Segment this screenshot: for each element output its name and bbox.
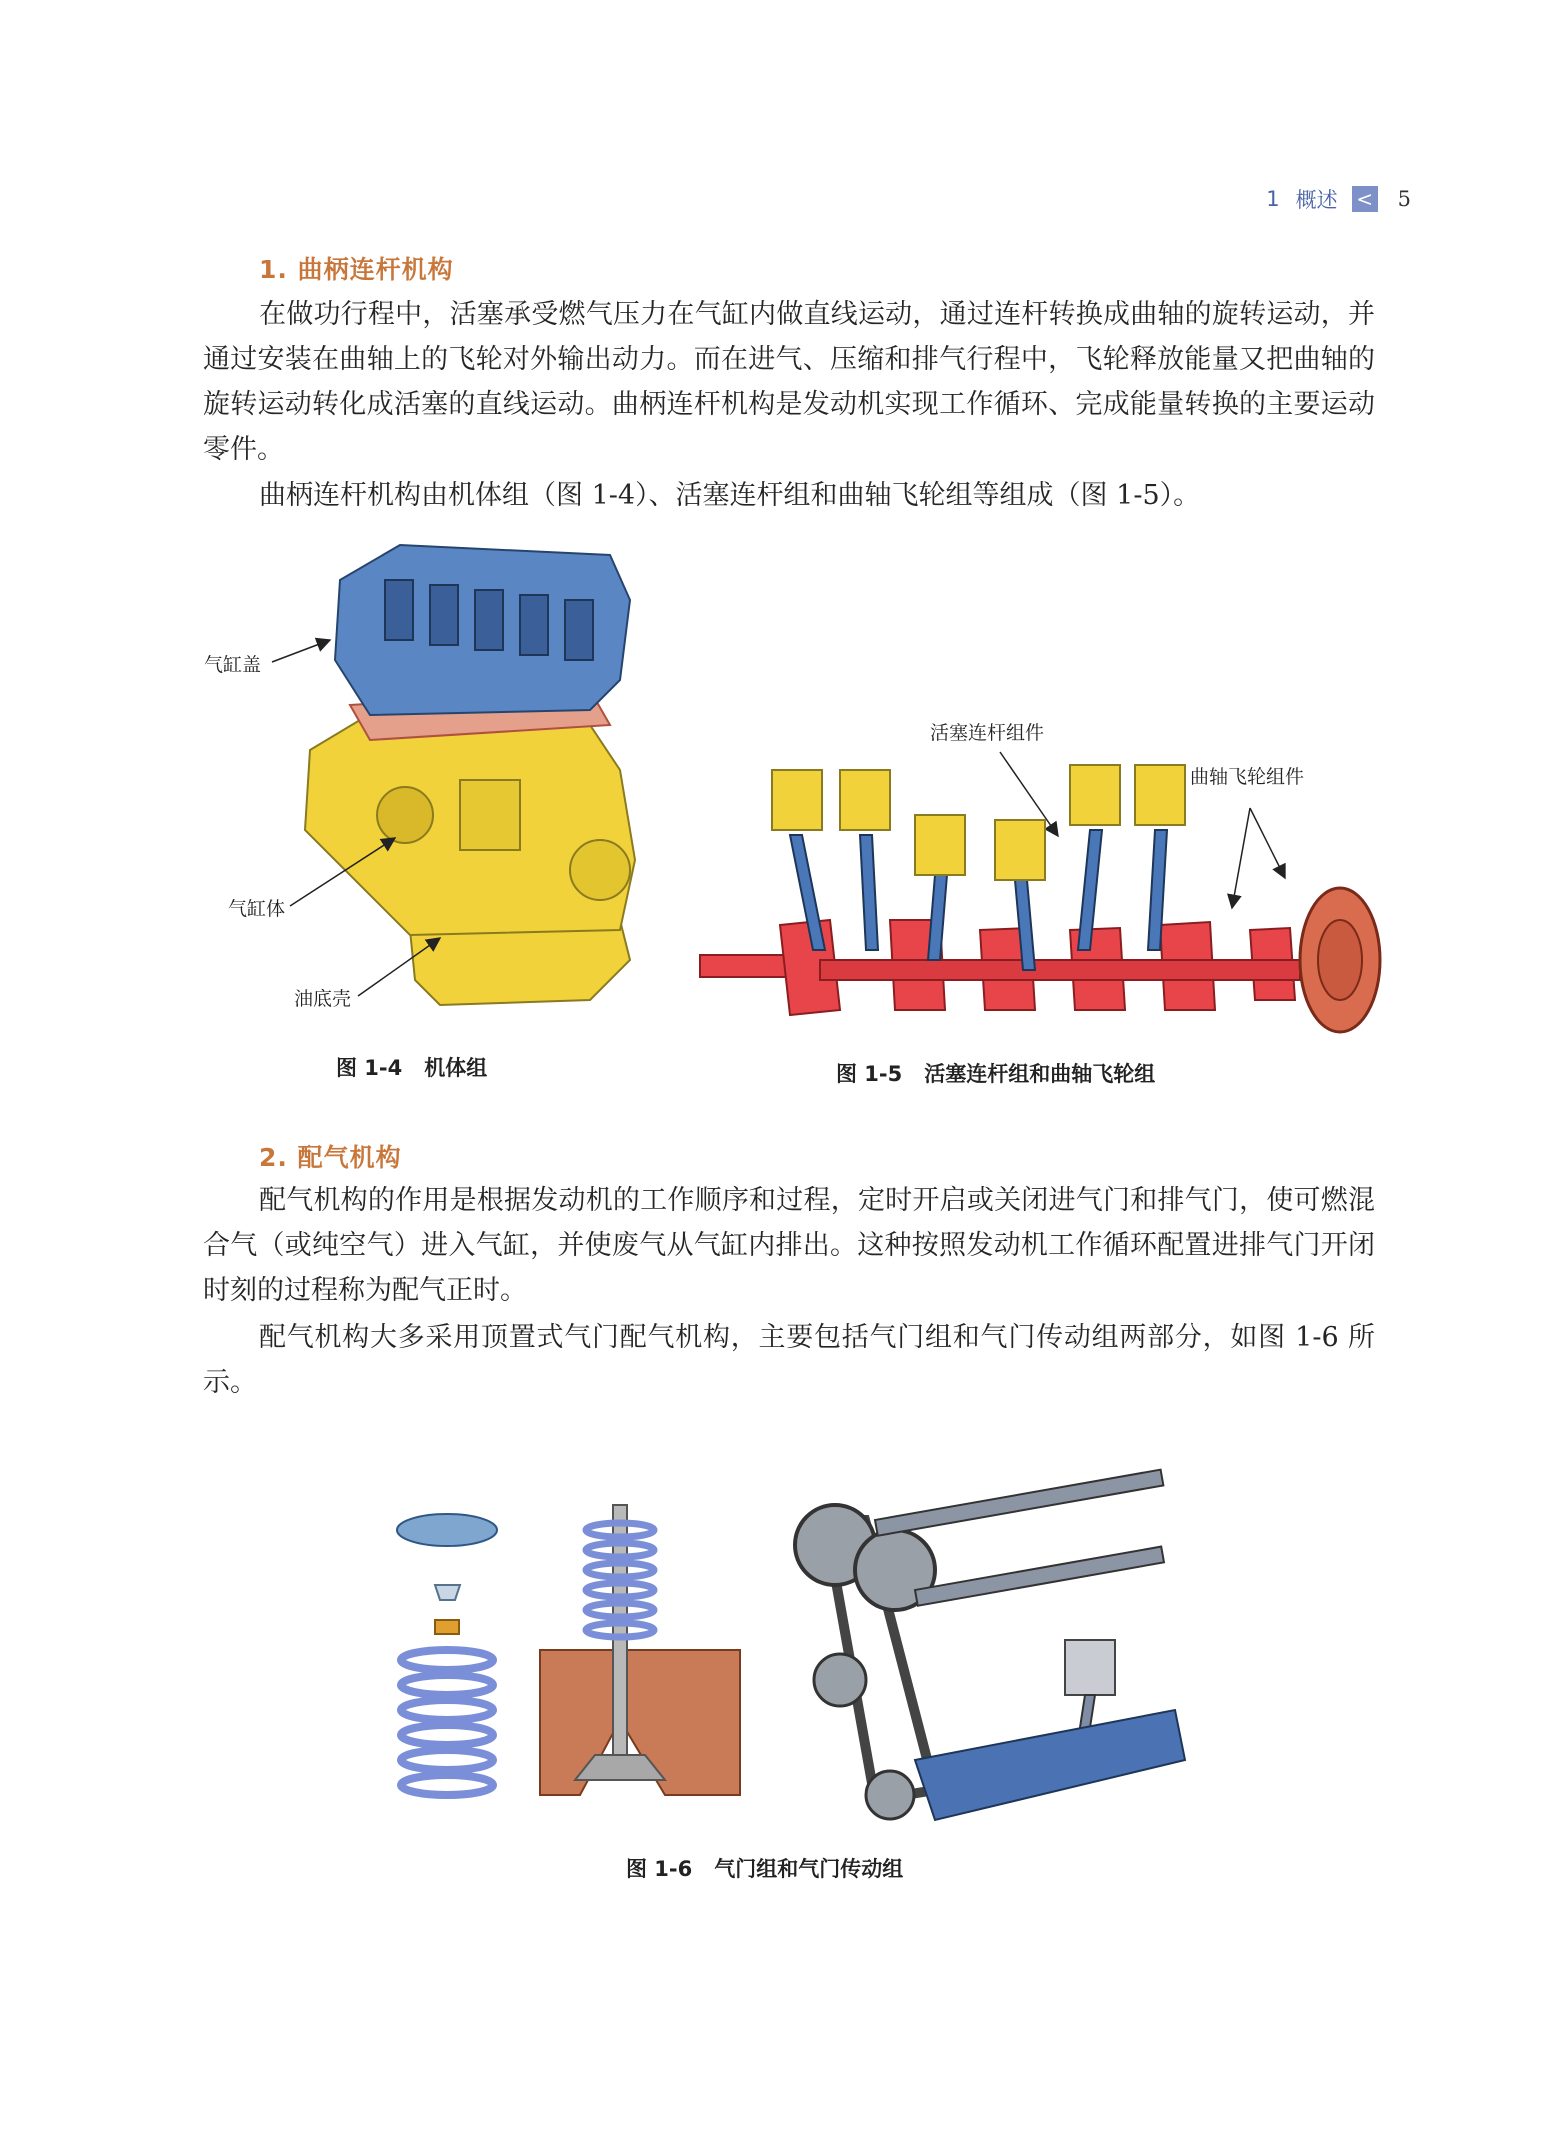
- figure-1-6-number: 图 1-6: [626, 1857, 693, 1881]
- section-1-paragraph-2: 曲柄连杆机构由机体组（图 1-4）、活塞连杆组和曲轴飞轮组等组成（图 1-5）。: [259, 480, 1201, 511]
- figure-1-4-number: 图 1-4: [336, 1056, 403, 1080]
- figure-1-4-title: 机体组: [424, 1056, 488, 1080]
- figure-1-4-caption: [336, 1052, 487, 1082]
- chapter-title: 概述: [1295, 188, 1338, 212]
- figure-1-5-caption: [836, 1058, 1155, 1088]
- figure-1-5-title: 活塞连杆组和曲轴飞轮组: [924, 1062, 1156, 1086]
- label-oil-pan: 油底壳: [294, 988, 352, 1010]
- section-2-paragraph-1: 配气机构的作用是根据发动机的工作顺序和过程，定时开启或关闭进气门和排气门，使可燃混合气（或纯空气）进入气缸，并使废气从气缸内排出。这种按照发动机工作循环配置进排气门开闭时刻的过程称为配气正时。: [203, 1185, 1375, 1306]
- page-number: 5: [1397, 187, 1411, 211]
- section-2-title: 2. 配气机构: [259, 1143, 402, 1172]
- figure-1-5-number: 图 1-5: [836, 1062, 903, 1086]
- section-1-paragraph-1: 在做功行程中，活塞承受燃气压力在气缸内做直线运动，通过连杆转换成曲轴的旋转运动，并通过安装在曲轴上的飞轮对外输出动力。而在进气、压缩和排气行程中，飞轮释放能量又把曲轴的旋转运动转化成活塞的直线运动。曲柄连杆机构是发动机实现工作循环、完成能量转换的主要运动零件。: [203, 299, 1375, 465]
- section-1-title: 1. 曲柄连杆机构: [259, 255, 454, 284]
- figure-1-5-crank-assembly: [690, 760, 1380, 1030]
- label-cylinder-block: 气缸体: [228, 898, 286, 920]
- chapter-number: 1: [1266, 187, 1280, 211]
- figure-1-6-title: 气门组和气门传动组: [714, 1857, 904, 1881]
- label-piston-rod-assembly: 活塞连杆组件: [930, 722, 1045, 744]
- section-2-paragraph-2: 配气机构大多采用顶置式气门配气机构，主要包括气门组和气门传动组两部分，如图 1-6 所示。: [203, 1322, 1375, 1398]
- figure-1-6-caption: [626, 1853, 903, 1883]
- label-cylinder-head: 气缸盖: [204, 654, 262, 676]
- back-arrow-icon[interactable]: <: [1352, 186, 1378, 212]
- figure-1-6-valve-train: [395, 1460, 1195, 1840]
- label-crank-flywheel-assembly: 曲轴飞轮组件: [1190, 766, 1305, 788]
